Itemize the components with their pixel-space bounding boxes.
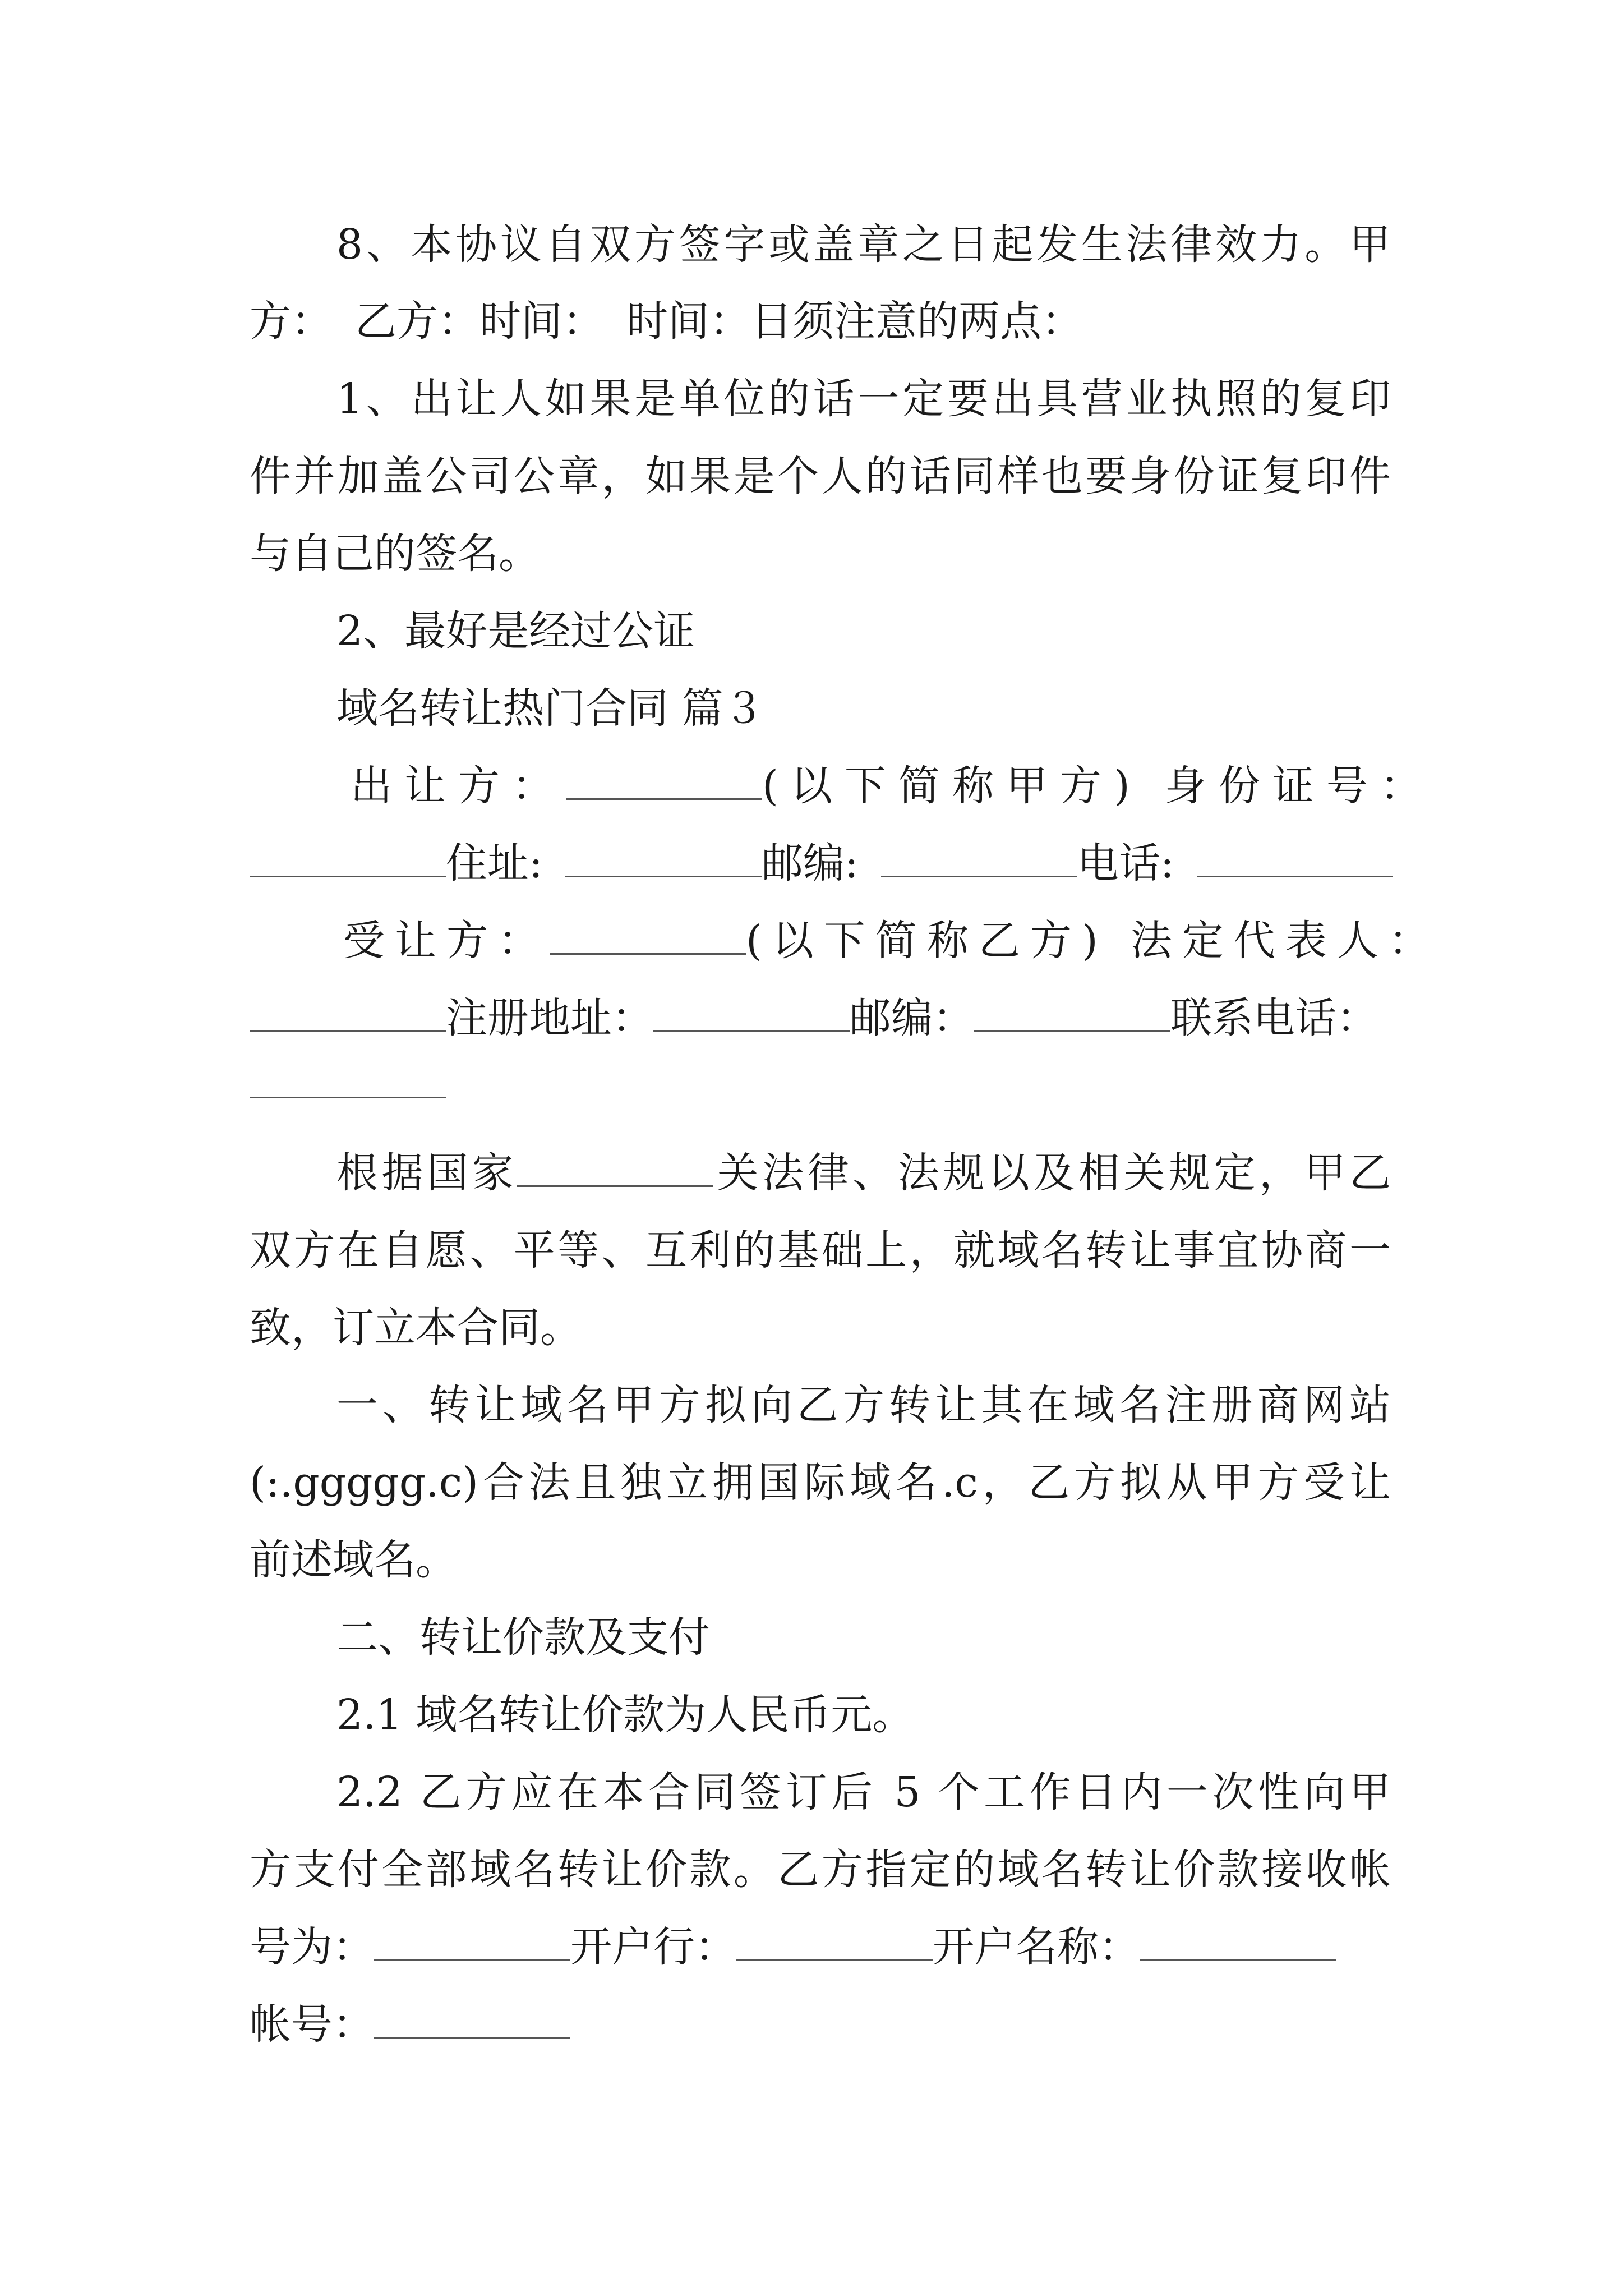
text-line	[336, 1753, 1391, 1832]
blank-field	[1197, 842, 1393, 877]
blank-field	[653, 997, 850, 1032]
text-line	[336, 360, 1391, 438]
section-heading	[336, 669, 1391, 748]
blank-field	[517, 1152, 713, 1187]
form-line	[250, 979, 1427, 1057]
contact-phone-label: 联系电话：	[1170, 994, 1378, 1042]
text-line	[250, 1830, 1391, 1909]
blank-field	[1140, 1926, 1336, 1961]
phone-label: 电话:	[1077, 839, 1174, 887]
line-text: 方支付全部域名转让价款。乙方指定的域名转让价款接收帐	[250, 1846, 1391, 1894]
account-number-label: 号为：	[250, 1923, 374, 1971]
text-line	[336, 1134, 1391, 1212]
blank-field	[566, 765, 762, 800]
line-text: 致，订立本合同。	[250, 1304, 582, 1352]
section-heading	[336, 1598, 1391, 1677]
text-line	[250, 1443, 1391, 1522]
line-text: 一、转让域名甲方拟向乙方转让其在域名注册商网站	[336, 1381, 1391, 1429]
blank-field	[374, 2003, 570, 2039]
line-text: 2.1 域名转让价款为人民币元。	[336, 1691, 914, 1739]
blank-field	[250, 1097, 446, 1098]
legal-rep-label: 法定代表人：	[1130, 917, 1440, 965]
blank-field	[550, 919, 746, 955]
line-text: 2.2 乙方应在本合同签订后 5 个工作日内一次性向甲	[336, 1768, 1391, 1816]
form-line	[250, 1908, 1391, 1986]
transferee-label: 受让方：	[343, 917, 550, 965]
section-title: 二、转让价款及支付	[336, 1613, 710, 1662]
address-label: 住址:	[446, 839, 543, 887]
bank-label: 开户行：	[570, 1923, 736, 1971]
transferor-label: 出让方：	[351, 762, 566, 810]
line-text: 2、最好是经过公证	[336, 607, 695, 655]
section-title: 域名转让热门合同 篇３	[336, 684, 765, 733]
blank-field	[736, 1926, 933, 1961]
blank-field	[881, 842, 1077, 877]
text-line	[250, 1211, 1391, 1290]
party-b-time-label: 乙方：时间：	[355, 297, 604, 346]
postcode-label: 邮编:	[761, 839, 859, 887]
abbr-party-b: (以下简称乙方)	[746, 917, 1108, 965]
line-text: 关法律、法规以及相关规定，甲乙	[713, 1149, 1391, 1197]
blank-field	[374, 1926, 570, 1961]
text-line	[250, 1289, 1391, 1367]
form-line	[250, 824, 1391, 903]
party-a-label: 方：	[250, 297, 333, 346]
line-text: 前述域名。	[250, 1536, 457, 1584]
line-text: 双方在自愿、平等、互利的基础上，就域名转让事宜协商一	[250, 1226, 1391, 1274]
blank-field	[974, 997, 1170, 1032]
form-line	[351, 747, 1434, 825]
account-name-label: 开户名称：	[933, 1923, 1140, 1971]
text-line	[336, 1366, 1391, 1444]
id-number-label: 身份证号：	[1164, 762, 1434, 810]
text-line	[250, 1521, 1391, 1599]
line-text: 根据国家	[336, 1149, 518, 1197]
line-text: (:.ggggg.c)合法且独立拥国际域名.c，乙方拟从甲方受让	[250, 1458, 1391, 1507]
account-label: 帐号：	[250, 2000, 374, 2049]
blank-field	[250, 842, 446, 877]
text-line	[250, 437, 1391, 516]
text-line	[250, 282, 1391, 361]
form-line	[250, 1985, 1391, 2064]
postcode-label: 邮编：	[850, 994, 974, 1042]
time-notes-label: 时间：日须注意的两点：	[626, 297, 1083, 346]
abbr-party-a: (以下简称甲方)	[762, 762, 1142, 810]
line-text: 件并加盖公司公章，如果是个人的话同样也要身份证复印件	[250, 452, 1391, 500]
blank-field	[565, 842, 762, 877]
line-text: 8、本协议自双方签字或盖章之日起发生法律效力。甲	[336, 220, 1391, 269]
blank-field	[250, 997, 446, 1032]
form-line	[343, 901, 1440, 980]
text-line	[336, 1676, 1391, 1754]
text-line	[250, 514, 1391, 593]
line-text: 与自己的签名。	[250, 530, 540, 578]
text-line	[336, 592, 1391, 670]
line-text: 1、出让人如果是单位的话一定要出具营业执照的复印	[336, 375, 1391, 423]
reg-address-label: 注册地址：	[446, 994, 653, 1042]
text-line	[336, 205, 1391, 284]
